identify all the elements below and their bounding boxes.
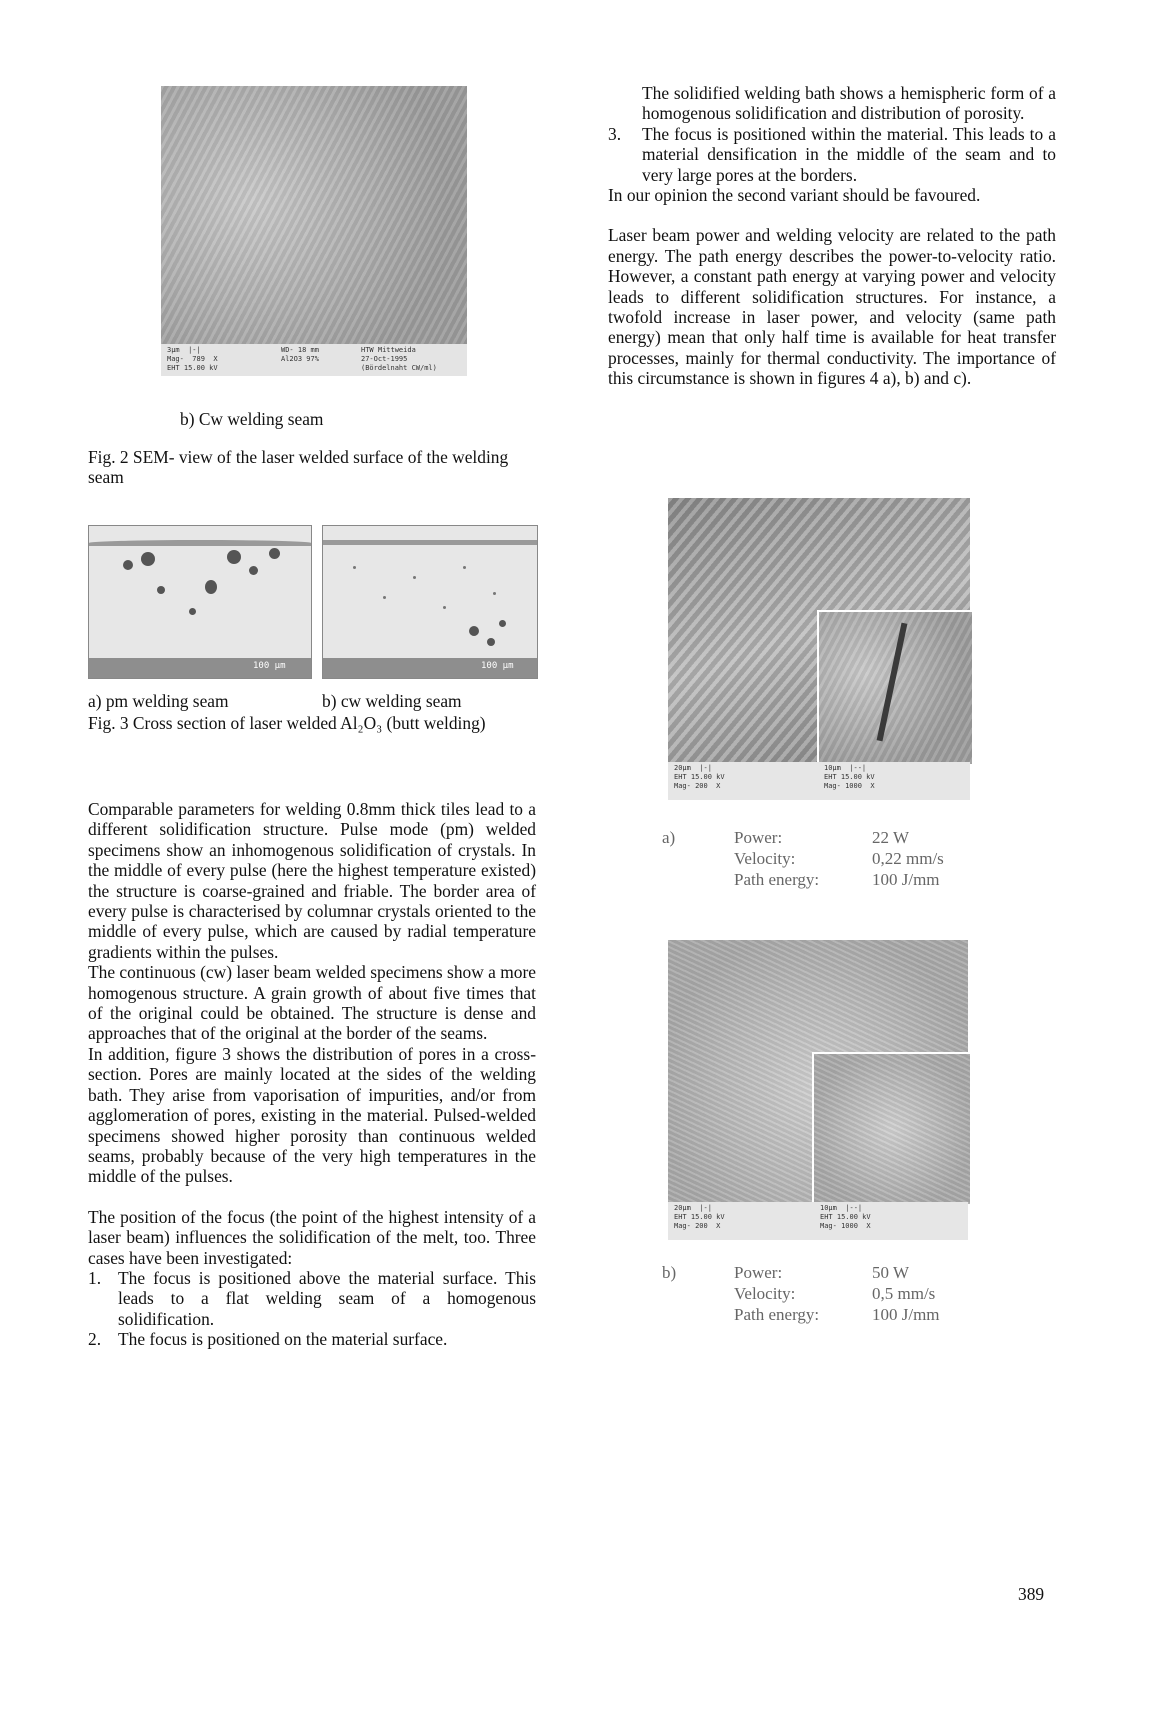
paragraph-pores: In addition, figure 3 shows the distribution of pores in a cross- section. Pores are mainly located at the sides of the welding bath. They arise from vaporisation of impurities, and/or from agglomeration of pores, existing in the material. Pulsed-welded specimens showed higher porosity than continuous welded seams, probably because of the very high temperatures in the middle of the pulses.	[88, 1043, 536, 1187]
fig4a-labels	[734, 827, 819, 890]
fig3a-pore	[141, 552, 155, 566]
fig2-meta-mid: WD- 18 mm Al2O3 97%	[281, 346, 319, 363]
fig4a-energy-value: 100 J/mm	[872, 870, 940, 889]
fig4a-letter: a)	[662, 828, 676, 847]
fig2-meta-right: HTW Mittweida 27-Oct-1995 (Bördelnaht CW/ml)	[361, 346, 437, 372]
left-body-text	[88, 799, 536, 1350]
fig3b-pore	[353, 566, 356, 569]
list-item-1-number: 1.	[88, 1267, 102, 1288]
fig3a-scale: 100 µm	[253, 661, 286, 671]
fig2-meta-left: 3µm |-| Mag- 789 X EHT 15.00 kV	[167, 346, 218, 372]
fig4b-energy-value: 100 J/mm	[872, 1305, 940, 1324]
fig4b-velocity-label: Velocity:	[734, 1284, 796, 1303]
fig3b-scale: 100 µm	[481, 661, 514, 671]
list-item-1	[88, 1268, 536, 1329]
fig3b-pore	[443, 606, 446, 609]
fig4b-values	[872, 1262, 940, 1325]
fig3-label-b: b) cw welding seam	[322, 691, 462, 711]
fig4b-meta-right: 10µm |--| EHT 15.00 kV Mag- 1000 X	[820, 1204, 871, 1230]
paragraph-continuous-mode: The continuous (cw) laser beam welded specimens show a more homogenous structure. A grain growth of about five times that of the original could be obtained. The structure is dense and approaches that of the original at the border of the seams.	[88, 962, 536, 1044]
fig3b-pore	[493, 592, 496, 595]
fig3b-pore	[469, 626, 479, 636]
fig2-caption: Fig. 2 SEM- view of the laser welded surface of the welding seam	[88, 447, 509, 488]
fig4a-energy-label: Path energy:	[734, 870, 820, 889]
fig4a-values	[872, 827, 944, 890]
list-item-1-text: The focus is positioned above the material surface. This leads to a flat welding seam of a homogenous solidification.	[118, 1267, 536, 1329]
paragraph-focus: The position of the focus (the point of the highest intensity of a laser beam) influences the solidification of the melt, too. Three cases have been investigated:	[88, 1206, 536, 1268]
fig4b-sem-image	[668, 940, 968, 1240]
page-number: 389	[1018, 1584, 1045, 1604]
fig3-caption: Fig. 3 Cross section of laser welded Al₂O₃ (butt welding)	[88, 713, 486, 733]
paragraph-path-energy: Laser beam power and welding velocity are related to the path energy. The path energy describes the power-to-velocity ratio. However, a constant path energy at varying power and velocity leads to different solidification structures. For instance, a twofold increase in laser power, and velocity (same path energy) mean that only half time is available for heat transfer processes, mainly for thermal conductivity. The importance of this circumstance is shown in figures 4 a), b) and c).	[608, 225, 1056, 389]
right-top-text	[608, 83, 1056, 389]
fig4a-velocity-value: 0,22 mm/s	[872, 849, 944, 868]
fig3a-pore	[205, 580, 217, 594]
list-item-3	[608, 124, 1056, 185]
paragraph-opinion: In our opinion the second variant should be favoured.	[608, 185, 981, 206]
fig3-label-a: a) pm welding seam	[88, 691, 229, 711]
fig4a-inset-image	[817, 610, 972, 764]
fig4b-letter: b)	[662, 1263, 677, 1282]
fig4b-velocity-value: 0,5 mm/s	[872, 1284, 936, 1303]
list-item-3-number: 3.	[608, 123, 622, 144]
fig2-label: b) Cw welding seam	[180, 409, 324, 429]
fig4a-power-label: Power:	[734, 828, 783, 847]
fig2-sem-image	[161, 86, 467, 376]
fig3a-pore	[249, 566, 258, 575]
fig4b-power-label: Power:	[734, 1263, 783, 1282]
fig4a-sem-image	[668, 498, 970, 800]
fig3a-pore	[227, 550, 241, 564]
fig4a-meta-right: 10µm |--| EHT 15.00 kV Mag- 1000 X	[824, 764, 875, 790]
fig3b-pore	[487, 638, 495, 646]
list-item-2-number: 2.	[88, 1329, 102, 1350]
list-item-2-text: The focus is positioned on the material surface.	[118, 1329, 448, 1350]
fig4a-crack	[877, 623, 908, 742]
fig3a-pore	[157, 586, 165, 594]
list-item-2-continuation: The solidified welding bath shows a hemispheric form of a homogenous solidification and distribution of porosity.	[642, 83, 1056, 124]
fig4b-energy-label: Path energy:	[734, 1305, 820, 1324]
fig3-cross-section-pm	[88, 525, 312, 679]
fig3b-pore	[413, 576, 416, 579]
fig4b-inset-image	[812, 1052, 970, 1204]
fig3a-seam-top	[89, 540, 311, 546]
fig4b-labels	[734, 1262, 819, 1325]
fig3a-pore	[123, 560, 133, 570]
fig3a-pore	[269, 548, 280, 559]
fig3a-pore	[189, 608, 196, 615]
list-item-2	[88, 1329, 536, 1349]
fig3b-pore	[383, 596, 386, 599]
fig4b-power-value: 50 W	[872, 1263, 909, 1282]
fig3b-pore	[463, 566, 466, 569]
fig4a-velocity-label: Velocity:	[734, 849, 796, 868]
paragraph-pulse-mode: Comparable parameters for welding 0.8mm thick tiles lead to a different solidification structure. Pulse mode (pm) welded specimens show an inhomogenous solidification of crystals. In the middle of every pulse (here the highest temperature existed) the structure is coarse-grained and friable. The border area of every pulse is characterised by columnar crystals oriented to the middle of every pulse, which are caused by radial temperature gradients within the pulses.	[88, 799, 536, 962]
fig3-cross-section-cw	[322, 525, 538, 679]
fig3b-seam-top	[323, 540, 537, 545]
fig4a-meta-left: 20µm |-| EHT 15.00 kV Mag- 200 X	[674, 764, 725, 790]
list-item-3-text: The focus is positioned within the material. This leads to a material densification in the middle of the seam and to very large pores at the borders.	[642, 123, 1056, 185]
fig4b-meta-left: 20µm |-| EHT 15.00 kV Mag- 200 X	[674, 1204, 725, 1230]
fig4a-power-value: 22 W	[872, 828, 909, 847]
fig3b-pore	[499, 620, 506, 627]
